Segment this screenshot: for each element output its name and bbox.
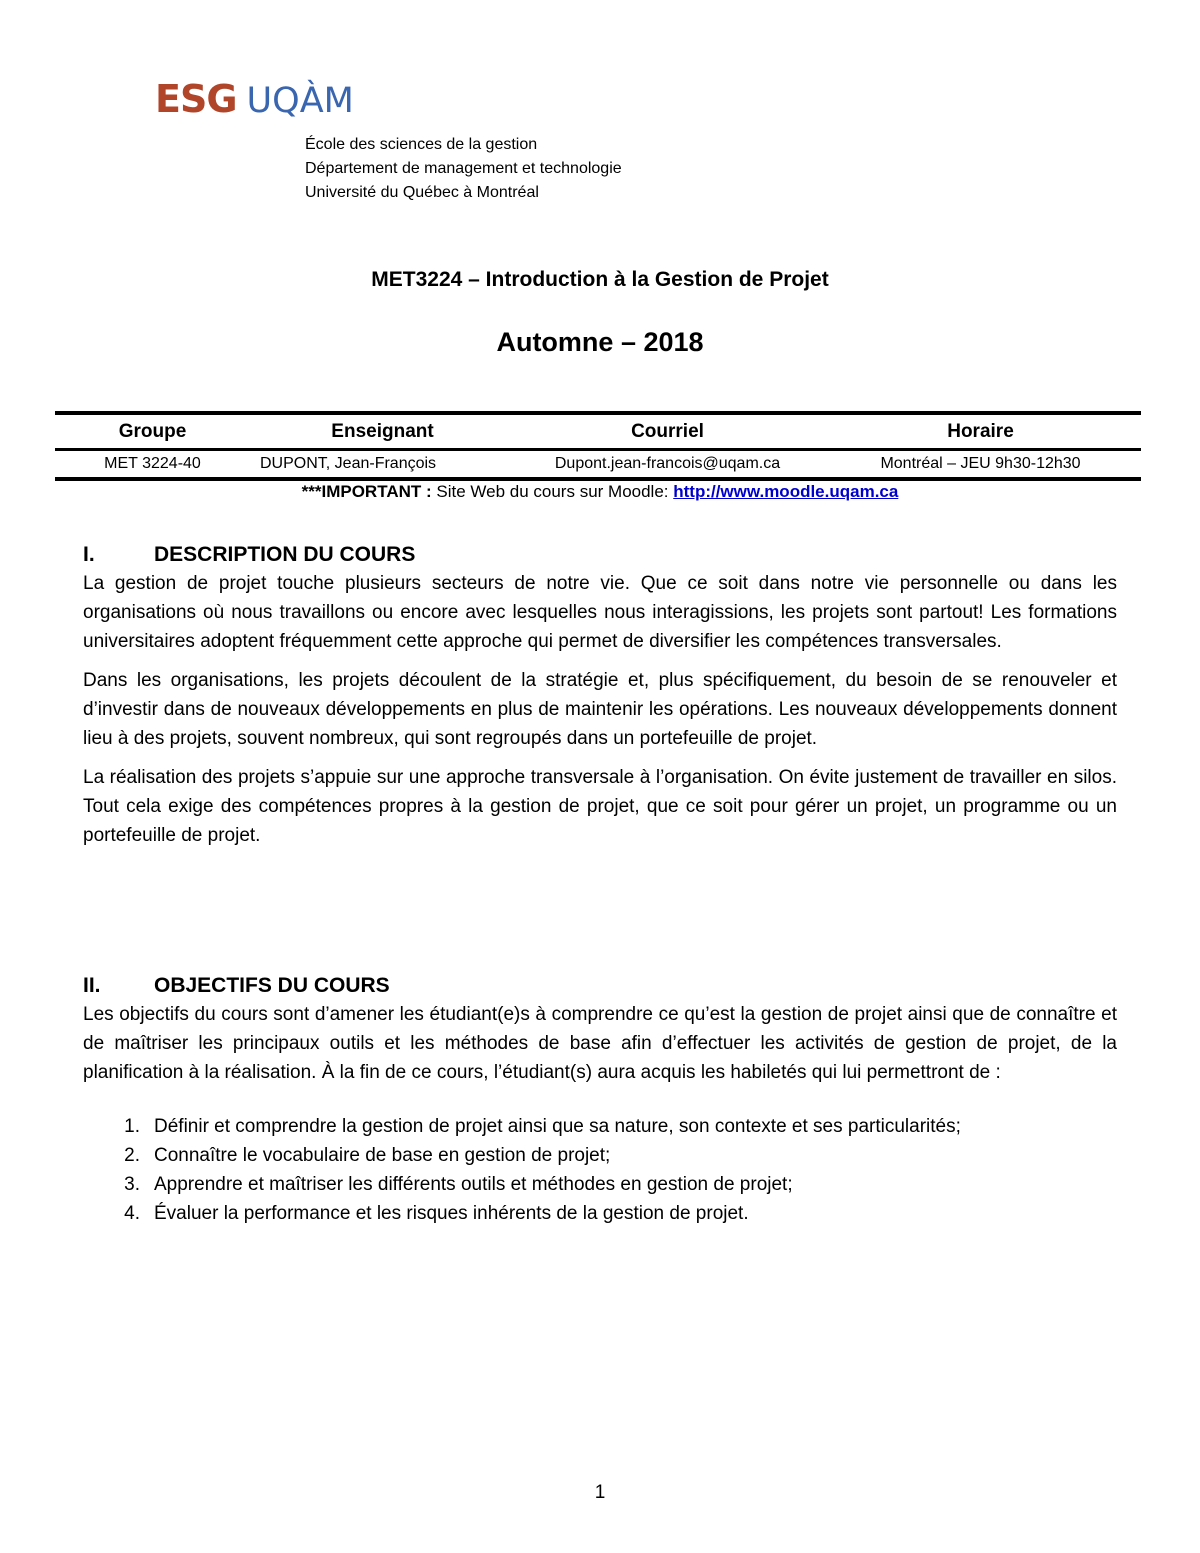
paragraph: La réalisation des projets s’appuie sur une approche transversale à l’organisation. On évite justement de travailler en silos. Tout cela exige des compétences propres à la gestion de projet, que ce soit pour gérer un projet, un programme ou un portefeuille de projet. (83, 767, 1117, 846)
section-number: I. (83, 543, 95, 566)
list-item (83, 1141, 1117, 1170)
moodle-link[interactable]: http://www.moodle.uqam.ca (673, 482, 899, 501)
notice-text: Site Web du cours sur Moodle: (431, 482, 674, 501)
list-number: 4. (124, 1203, 140, 1224)
cell-groupe: MET 3224-40 (104, 455, 201, 472)
paragraph: Les objectifs du cours sont d’amener les étudiant(e)s à comprendre ce qu’est la gestion de projet ainsi que de connaître et de maîtriser les principaux outils et les méthodes de base afin d’effectuer les activités de gestion de projet, de la planification à la réalisation. À la fin de ce cours, l’étudiant(s) aura acquis les habiletés qui lui permettront de : (83, 1004, 1117, 1083)
header-courriel: Courriel (631, 420, 704, 442)
institution-school: École des sciences de la gestion (305, 136, 538, 153)
list-item (83, 1199, 1117, 1228)
table-row (55, 451, 1141, 477)
institution-department: Département de management et technologie (305, 160, 622, 177)
section-description (83, 540, 1117, 860)
list-item (83, 1170, 1117, 1199)
list-text: Évaluer la performance et les risques inhérents de la gestion de projet. (154, 1203, 749, 1224)
header-enseignant: Enseignant (331, 420, 434, 442)
table-rule-bottom (55, 477, 1141, 481)
cell-courriel: Dupont.jean-francois@uqam.ca (554, 455, 781, 472)
logo-esg-text: ESG (155, 77, 237, 121)
course-info-table (55, 411, 1141, 481)
list-text: Connaître le vocabulaire de base en gestion de projet; (154, 1145, 611, 1166)
cell-enseignant: DUPONT, Jean-François (260, 455, 437, 472)
header-horaire: Horaire (947, 420, 1014, 442)
list-number: 3. (124, 1174, 140, 1195)
moodle-notice (0, 482, 1200, 502)
logo-uqam-text: UQÀM (246, 81, 354, 121)
paragraph: La gestion de projet touche plusieurs secteurs de notre vie. Que ce soit dans notre vie personnelle ou dans les organisations où nous travaillons ou encore avec lesquelles nous interagissions, les projets sont partout! Les formations universitaires adoptent fréquemment cette approche qui permet de diversifier les compétences transversales. (83, 573, 1117, 652)
course-title: MET3224 – Introduction à la Gestion de Projet (371, 268, 829, 291)
page-number: 1 (594, 1482, 606, 1503)
section-number: II. (83, 974, 101, 997)
section-title: DESCRIPTION DU COURS (154, 543, 416, 566)
cell-horaire: Montréal – JEU 9h30-12h30 (880, 455, 1081, 472)
notice-important-label: ***IMPORTANT : (301, 482, 432, 501)
section-heading (83, 540, 1117, 569)
institution-university: Université du Québec à Montréal (305, 184, 539, 201)
list-text: Apprendre et maîtriser les différents outils et méthodes en gestion de projet; (154, 1174, 793, 1195)
table-header-row (55, 415, 1141, 448)
section-heading (83, 971, 1117, 1000)
section-title: OBJECTIFS DU COURS (154, 974, 390, 997)
section-objectifs (83, 971, 1117, 1228)
paragraph: Dans les organisations, les projets découlent de la stratégie et, plus spécifiquement, du besoin de se renouveler et d’investir dans de nouveaux développements en plus de maintenir les opérations. Les nouveaux développements donnent lieu à des projets, souvent nombreux, qui sont regroupés dans un portefeuille de projet. (83, 670, 1117, 749)
list-item (83, 1112, 1117, 1141)
list-number: 2. (124, 1145, 140, 1166)
course-term: Automne – 2018 (496, 327, 704, 357)
list-text: Définir et comprendre la gestion de projet ainsi que sa nature, son contexte et ses particularités; (154, 1116, 961, 1137)
header-groupe: Groupe (118, 420, 187, 442)
objectives-list (83, 1112, 1117, 1228)
institution-block (305, 133, 622, 205)
list-number: 1. (124, 1116, 140, 1137)
esg-uqam-logo (155, 77, 354, 121)
